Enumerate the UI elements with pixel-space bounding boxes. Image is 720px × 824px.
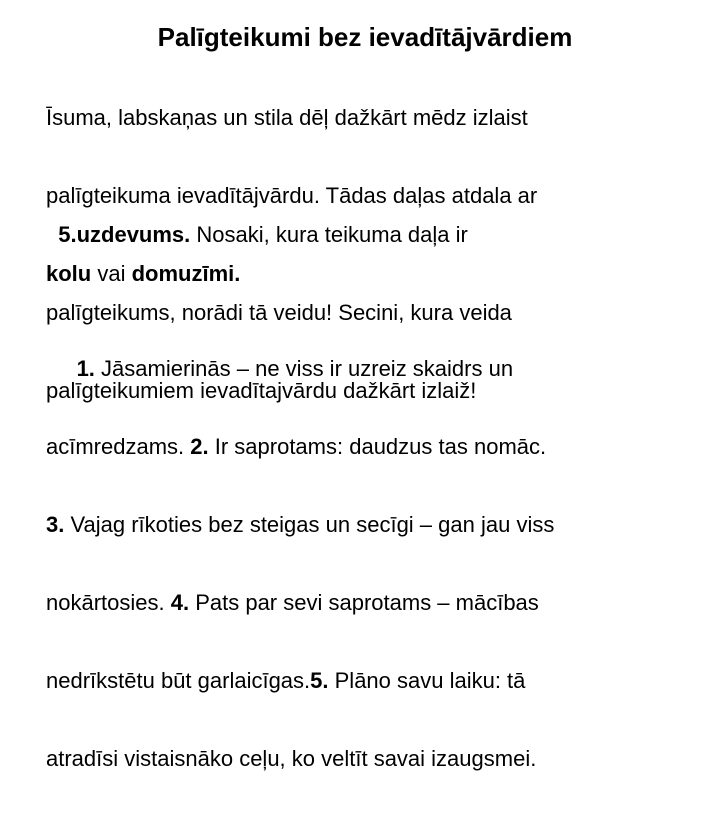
answer-number-5: 5.: [310, 668, 329, 693]
answer-text-4b: nedrīkstētu būt garlaicīgas.: [46, 668, 311, 693]
answer-text-5: Plāno savu laiku: tā: [328, 668, 526, 693]
task-text-1: Nosaki, kura teikuma daļa ir: [190, 222, 468, 247]
slide-title: Palīgteikumi bez ievadītājvārdiem: [157, 22, 573, 52]
task-line-3: palīgteikumiem ievadītajvārdu dažkārt izlaiž!: [46, 378, 477, 403]
answers-line-3: [46, 512, 554, 538]
answer-text-2: Ir saprotams: daudzus tas nomāc.: [208, 434, 547, 459]
task-line-2: palīgteikums, norādi tā veidu! Secini, kura veida: [46, 300, 512, 325]
answer-text-1: Jāsamierinās – ne viss ir uzreiz skaidrs un: [94, 356, 514, 381]
answers-paragraph: [46, 304, 554, 824]
intro-connector: vai: [91, 261, 132, 286]
answer-number-3: 3.: [46, 512, 65, 537]
answers-line-6: atradīsi vistaisnāko ceļu, ko veltīt savai izaugsmei.: [46, 746, 537, 771]
answers-line-4: [46, 590, 554, 616]
answers-line-5: [46, 668, 554, 694]
task-line-1: [46, 222, 512, 248]
answer-number-4: 4.: [170, 590, 190, 615]
intro-bold-colon: kolu: [46, 261, 92, 286]
answers-line-2: [46, 434, 554, 460]
task-label: 5.uzdevums.: [58, 222, 191, 247]
answer-number-1: 1.: [76, 356, 95, 381]
answer-text-3: Vajag rīkoties bez steigas un secīgi – gan jau viss: [64, 512, 555, 537]
answer-number-2: 2.: [190, 434, 209, 459]
answer-text-4: Pats par sevi saprotams – mācības: [189, 590, 539, 615]
answers-line-1: [46, 356, 554, 382]
answer-text-1b: acīmredzams.: [46, 434, 191, 459]
intro-line-2: palīgteikuma ievadītājvārdu. Tādas daļas atdala ar: [46, 183, 538, 208]
intro-line-1: Īsuma, labskaņas un stila dēļ dažkārt mēdz izlaist: [46, 105, 528, 130]
intro-bold-dash: domuzīmi.: [131, 261, 241, 286]
answer-text-3b: nokārtosies.: [46, 590, 171, 615]
